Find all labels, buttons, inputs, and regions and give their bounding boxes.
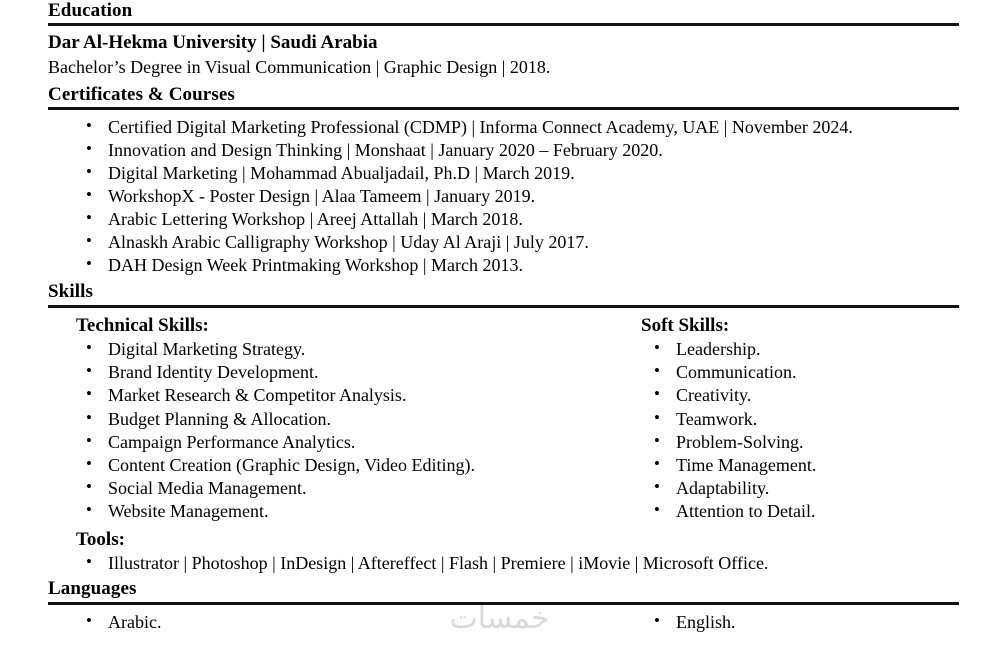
education-university: Dar Al-Hekma University — [48, 32, 257, 54]
section-heading-education: Education — [48, 0, 133, 21]
skills-section — [48, 281, 959, 575]
list-item: • Innovation and Design Thinking | Monshaat | January 2020 – February 2020. — [48, 139, 959, 162]
list-item: • Creativity. — [619, 384, 959, 407]
section-divider-certificates — [48, 107, 959, 110]
skills-columns — [48, 314, 959, 523]
languages-column-left — [48, 611, 613, 634]
list-item: • Brand Identity Development. — [48, 361, 613, 384]
subheading-tools: Tools: — [76, 528, 125, 550]
list-item: • Digital Marketing | Mohammad Abualjadail, Ph.D | March 2019. — [48, 162, 959, 185]
education-institution-line — [48, 32, 959, 54]
certificates-list — [48, 116, 959, 277]
languages-column-right — [613, 611, 959, 634]
list-item: • Social Media Management. — [48, 477, 613, 500]
tools-list — [48, 552, 959, 575]
languages-list-right — [619, 611, 959, 634]
list-item: • Market Research & Competitor Analysis. — [48, 384, 613, 407]
technical-skills-column — [48, 314, 613, 523]
list-item: • Campaign Performance Analytics. — [48, 431, 613, 454]
list-item: • Arabic Lettering Workshop | Areej Attallah | March 2018. — [48, 208, 959, 231]
list-item: • Budget Planning & Allocation. — [48, 408, 613, 431]
soft-skills-list — [619, 338, 959, 522]
list-item: • Certified Digital Marketing Professional (CDMP) | Informa Connect Academy, UAE | November 2024. — [48, 116, 959, 139]
subheading-soft-skills: Soft Skills: — [641, 314, 730, 336]
list-item: • DAH Design Week Printmaking Workshop | March 2013. — [48, 254, 959, 277]
list-item: • Website Management. — [48, 500, 613, 523]
list-item: • Communication. — [619, 361, 959, 384]
section-divider-education — [48, 23, 959, 26]
languages-list-left — [48, 611, 613, 634]
section-divider-languages — [48, 602, 959, 605]
education-section — [48, 0, 959, 78]
education-degree-line: Bachelor’s Degree in Visual Communication | Graphic Design | 2018. — [48, 56, 551, 77]
list-item: • Attention to Detail. — [619, 500, 959, 523]
list-item: • WorkshopX - Poster Design | Alaa Tameem | January 2019. — [48, 185, 959, 208]
subheading-technical-skills: Technical Skills: — [76, 314, 209, 336]
section-heading-certificates: Certificates & Courses — [48, 83, 235, 105]
languages-columns — [48, 611, 959, 634]
list-item: • Teamwork. — [619, 408, 959, 431]
list-item: • Digital Marketing Strategy. — [48, 338, 613, 361]
technical-skills-list — [48, 338, 613, 522]
list-item: • Content Creation (Graphic Design, Video Editing). — [48, 454, 613, 477]
section-heading-languages: Languages — [48, 578, 137, 600]
list-item: • Adaptability. — [619, 477, 959, 500]
list-item: • Arabic. — [48, 611, 613, 634]
education-location: Saudi Arabia — [270, 32, 378, 54]
list-item: • Problem-Solving. — [619, 431, 959, 454]
list-item: • Time Management. — [619, 454, 959, 477]
list-item: • Alnaskh Arabic Calligraphy Workshop | Uday Al Araji | July 2017. — [48, 231, 959, 254]
section-divider-skills — [48, 305, 959, 308]
languages-section — [48, 575, 959, 633]
section-heading-skills: Skills — [48, 281, 93, 303]
list-item: • Leadership. — [619, 338, 959, 361]
list-item: • English. — [619, 611, 959, 634]
watermark-text: خمسات — [449, 601, 550, 636]
certificates-section — [48, 84, 959, 277]
education-separator: | — [256, 32, 271, 54]
soft-skills-column — [613, 314, 959, 523]
list-item: • Illustrator | Photoshop | InDesign | Aftereffect | Flash | Premiere | iMovie | Microsoft Office. — [48, 552, 959, 575]
